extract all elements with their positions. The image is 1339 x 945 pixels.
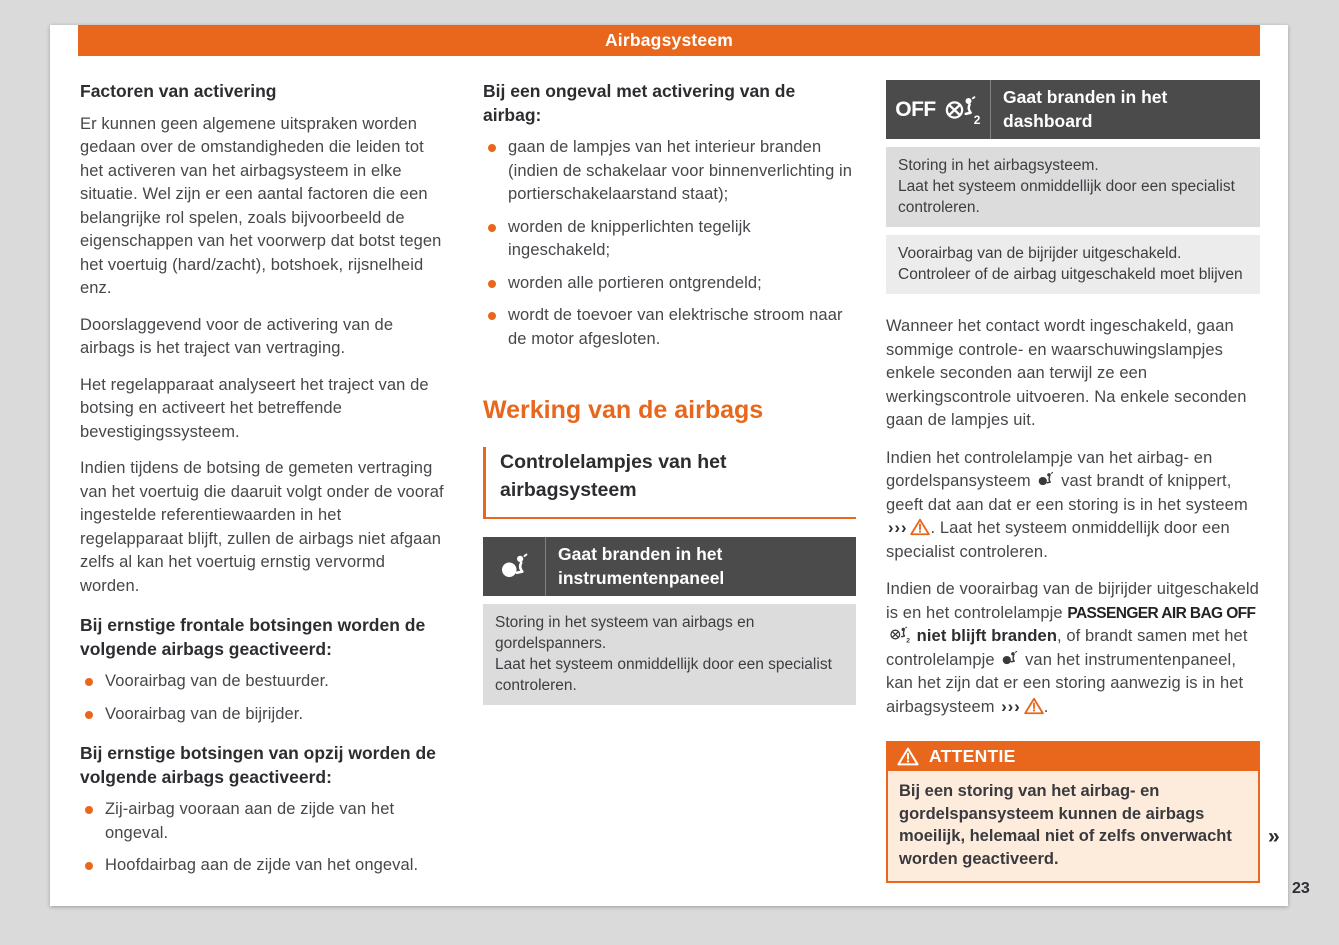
attention-box — [886, 741, 1260, 883]
column-right — [886, 80, 1260, 883]
bullet-icon — [488, 144, 496, 152]
bullet-icon — [488, 280, 496, 288]
dashboard-text-label: PASSENGER AIR BAG OFF — [1067, 604, 1256, 622]
cross-reference-arrows: ››› — [888, 519, 908, 537]
indicator-icon-cell — [483, 537, 545, 596]
airbag-off-light-icon — [886, 626, 912, 643]
list-item-text: Voorairbag van de bestuurder. — [105, 672, 329, 690]
bullet-icon — [488, 224, 496, 232]
svg-text:2: 2 — [906, 637, 911, 643]
warning-triangle-icon — [910, 518, 930, 536]
column-middle — [483, 80, 856, 705]
indicator-panel-dashboard — [886, 80, 1260, 139]
bullet-icon — [85, 678, 93, 686]
list-item-text: worden alle portieren ontgrendeld; — [508, 273, 762, 292]
list-item — [483, 216, 856, 263]
list-item-text: Zij-airbag vooraan aan de zijde van het ongeval. — [105, 800, 395, 842]
bullet-icon — [85, 862, 93, 870]
list-item — [80, 703, 448, 727]
page-number: 23 — [1292, 880, 1310, 897]
warning-triangle-icon — [1024, 697, 1044, 715]
list-item — [483, 272, 856, 296]
list-item — [80, 670, 448, 694]
paragraph: Indien tijdens de botsing de gemeten vertraging van het voertuig die daaruit volgt onder de vooraf ingestelde referentiewaarden in het regelapparaat blijft, zullen de airbags niet afgaan zelfs al kan het voertuig ernstig vervormd worden. — [80, 459, 444, 595]
paragraph-with-icons: Indien de voorairbag van de bijrijder uitgeschakeld is en het controlelampje PASSENGER AIR BAG OFF 2 niet blijft branden, of brandt samen met het controlelampje van het instrumentenpaneel, kan het zijn dat er een storing aanwezig is in het airbagsysteem ››› . — [886, 580, 1259, 716]
subsection-title: Controlelampjes van het airbagsysteem — [500, 451, 727, 501]
bullet-icon — [85, 711, 93, 719]
list-item-text: worden de knipperlichten tegelijk ingeschakeld; — [508, 217, 751, 259]
indicator-caption: Gaat branden in het dashboard — [990, 80, 1260, 139]
off-label: OFF — [895, 97, 936, 121]
airbag-off-icon — [941, 95, 981, 125]
section-title-werking: Werking van de airbags — [483, 396, 764, 424]
list-item-text: gaan de lampjes van het interieur branden (indien de schakelaar voor binnenverlichting in portierschakelaarstand staat); — [508, 138, 853, 203]
paragraph: Het regelapparaat analyseert het traject van de botsing en activeert het betreffende bevestigingssysteem. — [80, 375, 429, 441]
list-item — [80, 854, 448, 878]
list-heading-opzij: Bij ernstige botsingen van opzij worden de volgende airbags geactiveerd: — [80, 743, 436, 787]
attention-title: ATTENTIE — [929, 745, 1016, 766]
paragraph: Doorslaggevend voor de activering van de airbags is het traject van vertraging. — [80, 315, 394, 357]
manual-page — [50, 25, 1288, 906]
airbag-warning-light-icon — [1035, 471, 1056, 488]
list-item-text: wordt de toevoer van elektrische stroom naar de motor afgesloten. — [508, 306, 843, 348]
indicator-panel-instrument — [483, 537, 856, 596]
attention-header — [886, 741, 1260, 771]
indicator-description-box: Storing in het systeem van airbags en gordelspanners. Laat het systeem onmiddellijk door een specialist controleren. — [483, 604, 856, 705]
indicator-caption: Gaat branden in het instrumentenpaneel — [545, 537, 856, 596]
list-heading-ongeval: Bij een ongeval met activering van de airbag: — [483, 81, 796, 125]
attention-body: Bij een storing van het airbag- en gordelspansysteem kunnen de airbags moeilijk, helemaal niet of zelfs onverwacht worden geactiveerd. — [886, 771, 1260, 883]
bold-text: niet blijft branden — [912, 627, 1057, 645]
section-heading-factoren: Factoren van activering — [80, 81, 277, 101]
list-heading-frontale: Bij ernstige frontale botsingen worden de volgende airbags geactiveerd: — [80, 615, 426, 659]
chapter-title: Airbagsysteem — [604, 30, 734, 50]
indicator-icon-cell — [886, 80, 990, 139]
paragraph: Wanneer het contact wordt ingeschakeld, gaan sommige controle- en waarschuwingslampjes enkele seconden aan terwijl ze een werkingscontrole uitvoeren. Na enkele seconden gaan de lampjes uit. — [886, 317, 1247, 429]
bullet-icon — [85, 806, 93, 814]
warning-triangle-icon — [897, 747, 919, 766]
chapter-banner — [78, 25, 1260, 56]
list-item-text: Hoofdairbag aan de zijde van het ongeval. — [105, 856, 419, 874]
indicator-description-box: Storing in het airbagsysteem. Laat het systeem onmiddellijk door een specialist controleren. — [886, 147, 1260, 227]
list-item — [483, 304, 856, 351]
indicator-description-box: Voorairbag van de bijrijder uitgeschakeld. Controleer of de airbag uitgeschakeld moet blijven — [886, 235, 1260, 294]
airbag-warning-light-icon — [999, 650, 1020, 667]
paragraph-with-icons: Indien het controlelampje van het airbag- en gordelspansysteem vast brandt of knippert, geeft dat aan dat er een storing is in het systeem ››› . Laat het systeem onmiddellijk door een specialist controleren. — [886, 448, 1248, 561]
subsection-header — [483, 447, 856, 519]
bullet-icon — [488, 312, 496, 320]
list-item — [483, 136, 856, 207]
svg-text:2: 2 — [973, 112, 981, 125]
cross-reference-arrows: ››› — [1001, 697, 1021, 716]
airbag-warning-icon — [497, 552, 531, 582]
column-left — [80, 80, 448, 887]
list-item — [80, 798, 448, 845]
paragraph: Er kunnen geen algemene uitspraken worden gedaan over de omstandigheden die leiden tot het activeren van het airbagsysteem in elke situatie. Wel zijn er een aantal factoren die een belangrijke rol spelen, zoals bijvoorbeeld de eigenschappen van het voorwerp dat botst tegen het voertuig (hard/zacht), botshoek, rijsnelheid enz. — [80, 114, 442, 297]
page-continuation-marker: » — [1268, 825, 1280, 848]
list-item-text: Voorairbag van de bijrijder. — [105, 704, 304, 723]
